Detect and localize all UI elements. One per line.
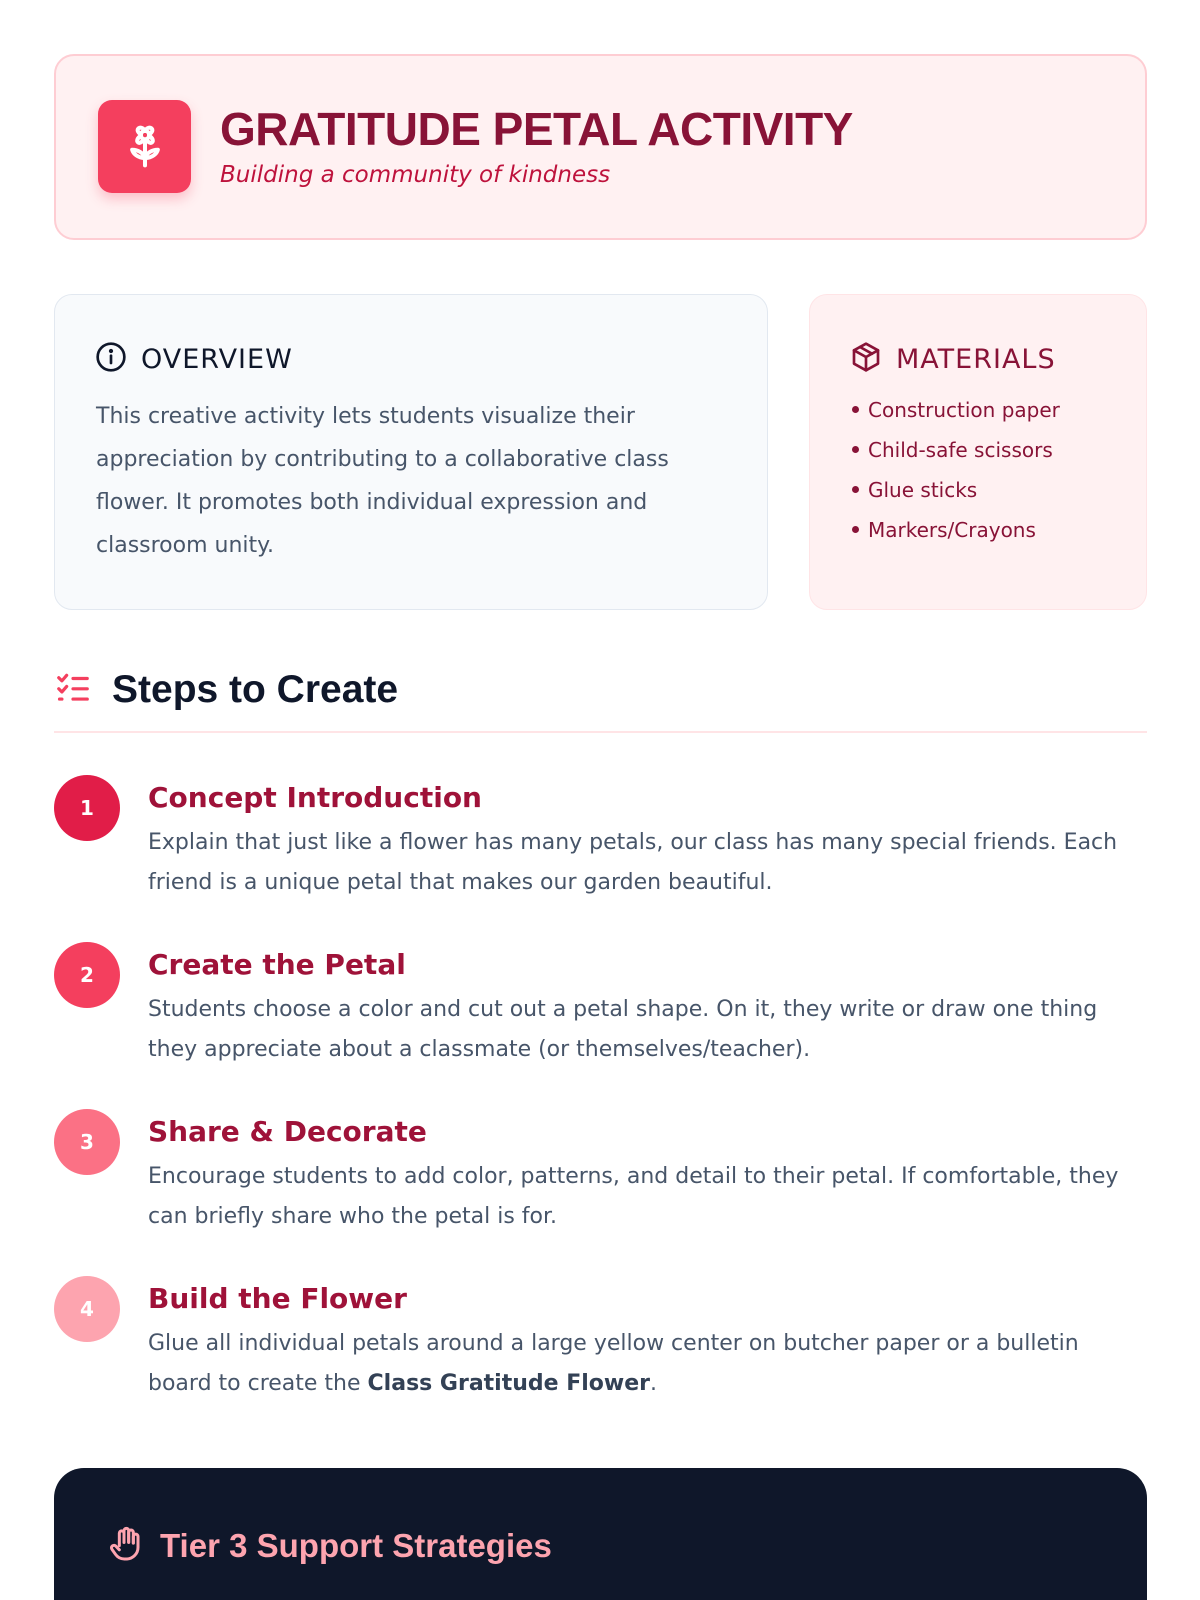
materials-list	[852, 398, 1060, 558]
package-icon	[850, 341, 882, 377]
list-item: Glue sticks	[852, 478, 1060, 518]
overview-title: OVERVIEW	[141, 343, 293, 375]
hand-icon	[106, 1524, 146, 1568]
bullet	[852, 406, 859, 413]
step-description: Students choose a color and cut out a petal shape. On it, they write or draw one thing they appreciate about a classmate (or themselves/teacher).	[148, 997, 1098, 1062]
tier-heading	[106, 1524, 552, 1568]
list-item: Construction paper	[852, 398, 1060, 438]
page-subtitle: Building a community of kindness	[220, 162, 611, 188]
step-number-badge: 2	[54, 942, 120, 1008]
header-card	[54, 54, 1147, 240]
materials-heading	[850, 341, 1056, 377]
bullet	[852, 446, 859, 453]
page-title: GRATITUDE PETAL ACTIVITY	[220, 103, 853, 155]
bullet	[852, 486, 859, 493]
step-title: Concept Introduction	[148, 781, 482, 814]
steps-heading	[54, 668, 398, 712]
tier-support-panel	[54, 1468, 1147, 1600]
materials-card	[809, 294, 1147, 610]
divider	[54, 731, 1147, 733]
step-number-badge: 3	[54, 1109, 120, 1175]
step-description: Encourage students to add color, patterns, and detail to their petal. If comfortable, they can briefly share who the petal is for.	[148, 1164, 1119, 1229]
info-icon	[95, 341, 127, 377]
step-number-badge: 1	[54, 775, 120, 841]
step-description: Glue all individual petals around a large yellow center on butcher paper or a bulletin board to create the Class Gratitude Flower.	[148, 1331, 1079, 1396]
step-title: Create the Petal	[148, 948, 406, 981]
materials-title: MATERIALS	[896, 343, 1056, 375]
step-number-badge: 4	[54, 1276, 120, 1342]
steps-title: Steps to Create	[112, 668, 399, 711]
flower-icon	[98, 100, 191, 193]
bullet	[852, 526, 859, 533]
list-item: Markers/Crayons	[852, 518, 1060, 558]
emphasis-text: Class Gratitude Flower	[367, 1371, 651, 1396]
step-title: Share & Decorate	[148, 1115, 427, 1148]
step-description: Explain that just like a flower has many petals, our class has many special friends. Each friend is a unique petal that makes our garden beautiful.	[148, 830, 1118, 895]
overview-card	[54, 294, 768, 610]
checklist-icon	[54, 669, 92, 711]
overview-heading	[95, 341, 293, 377]
list-item: Child-safe scissors	[852, 438, 1060, 478]
tier-title: Tier 3 Support Strategies	[160, 1527, 552, 1564]
overview-text: This creative activity lets students visualize their appreciation by contributing to a collaborative class flower. It promotes both individual expression and classroom unity.	[96, 404, 669, 558]
step-title: Build the Flower	[148, 1282, 407, 1315]
